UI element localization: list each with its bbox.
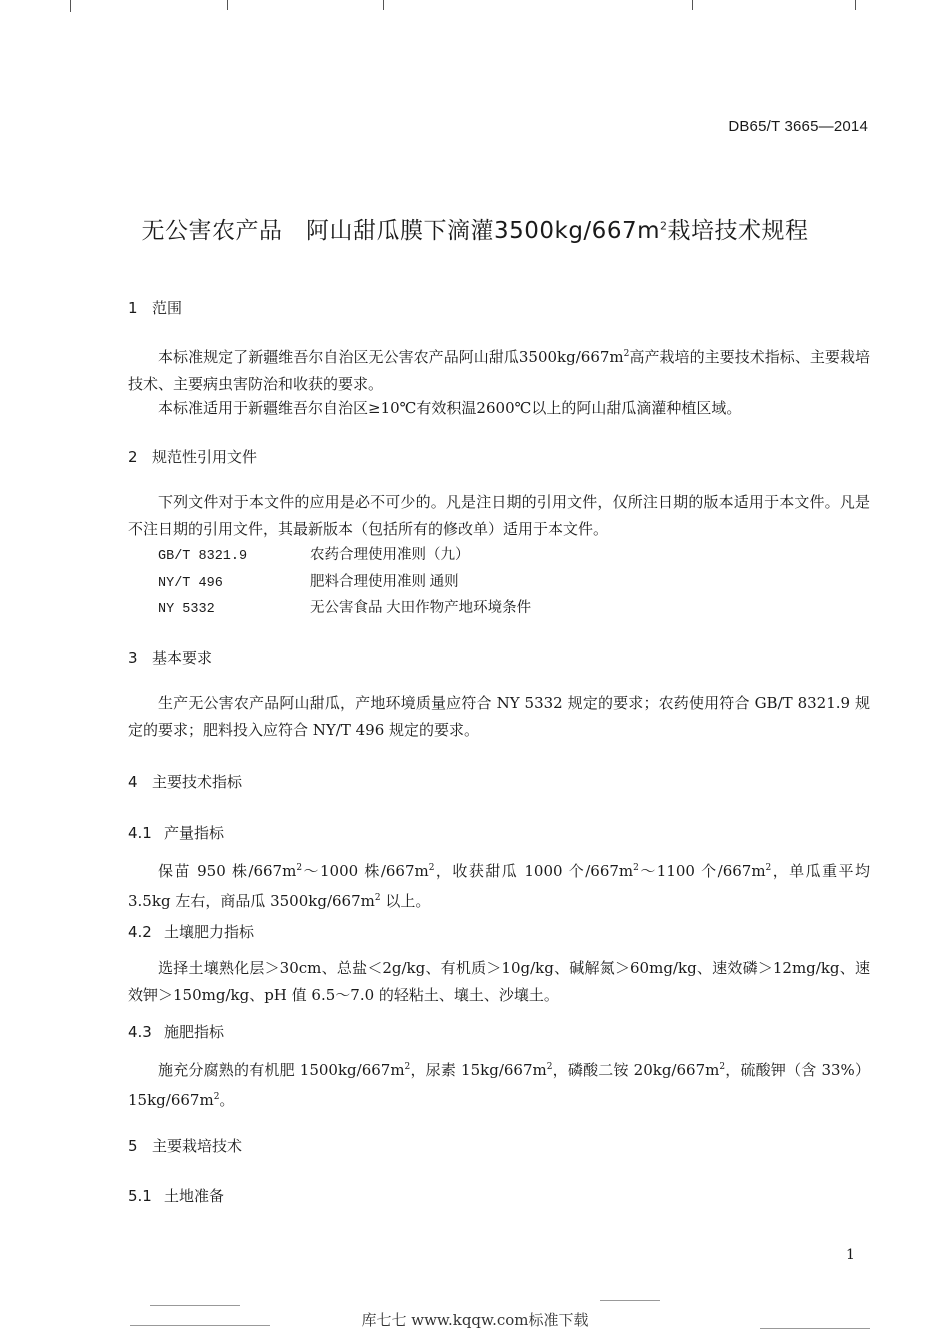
scan-mark	[70, 0, 71, 12]
scan-mark	[227, 0, 228, 10]
section-4-heading: 4 主要技术指标	[128, 773, 243, 791]
section-2-heading: 2 规范性引用文件	[128, 448, 258, 466]
section-2-paragraph: 下列文件对于本文件的应用是必不可少的。凡是注日期的引用文件，仅所注日期的版本适用于本文件。凡是不注日期的引用文件，其最新版本（包括所有的修改单）适用于本文件。	[128, 493, 870, 538]
section-1-paragraph-1: 本标准规定了新疆维吾尔自治区无公害农产品阿山甜瓜$3500kg/667m^2$高产栽培的主要技术指标、主要栽培技术、主要病虫害防治和收获的要求。	[128, 348, 870, 393]
scan-mark	[692, 0, 693, 10]
section-5-heading: 5 主要栽培技术	[128, 1137, 243, 1155]
section-1-heading: 1 范围	[128, 299, 183, 317]
section-4-1-heading: 4.1 产量指标	[128, 824, 225, 842]
scan-mark	[855, 0, 856, 10]
section-3-paragraph: 生产无公害农产品阿山甜瓜，产地环境质量应符合 NY 5332 规定的要求；农药使用符合 GB/T 8321.9 规定的要求；肥料投入应符合 NY/T 496 规定的要求。	[128, 694, 870, 739]
scan-mark	[383, 0, 384, 10]
standard-number: DB65/T 3665—2014	[728, 118, 868, 135]
section-4-3-paragraph: 施充分腐熟的有机肥 $1500kg/667m^2$，尿素 $15kg/667m^2$，磷酸二铵 $20kg/667m^2$，硫酸钾（含 $33\%)15kg/667m^2$。	[128, 1061, 870, 1109]
section-5-1-heading: 5.1 土地准备	[128, 1187, 225, 1205]
section-4-2-heading: 4.2 土壤肥力指标	[128, 923, 255, 941]
page-number: 1	[846, 1247, 855, 1263]
section-4-2-paragraph: 选择土壤熟化层＞30cm、总盐＜2g/kg、有机质＞10g/kg、碱解氮＞60mg/kg、速效磷＞12mg/kg、速效钾＞150mg/kg、pH 值 6.5～7.0 的轻粘土、壤土、沙壤土。	[128, 959, 870, 1004]
section-3-heading: 3 基本要求	[128, 649, 213, 667]
section-4-3-heading: 4.3 施肥指标	[128, 1023, 225, 1041]
section-1-paragraph-2: 本标准适用于新疆维吾尔自治区≥10℃有效积温2600℃以上的阿山甜瓜滴灌种植区域。	[158, 399, 742, 417]
section-4-1-paragraph: 保苗 950 株$/667m^2\sim 1000$ 株$/667m^2$，收获甜瓜 1000 个$/667m^2\sim 1100$ 个$/667m^2$，单瓜重平均 3.5kg 左右，商品瓜 $3500kg/667m^2$ 以上。	[128, 862, 870, 910]
scan-noise	[600, 1300, 660, 1301]
document-title: 无公害农产品 阿山甜瓜膜下滴灌$3500kg/667m^2$栽培技术规程	[141, 218, 809, 244]
scan-noise	[150, 1305, 240, 1306]
footer-watermark: 库七七 www.kqqw.com标准下载	[361, 1311, 589, 1329]
reference-item: GB/T 8321.9 农药合理使用准则（九）	[158, 547, 470, 564]
reference-item: NY 5332 无公害食品 大田作物产地环境条件	[158, 600, 532, 617]
reference-item: NY/T 496 肥料合理使用准则 通则	[158, 574, 459, 591]
